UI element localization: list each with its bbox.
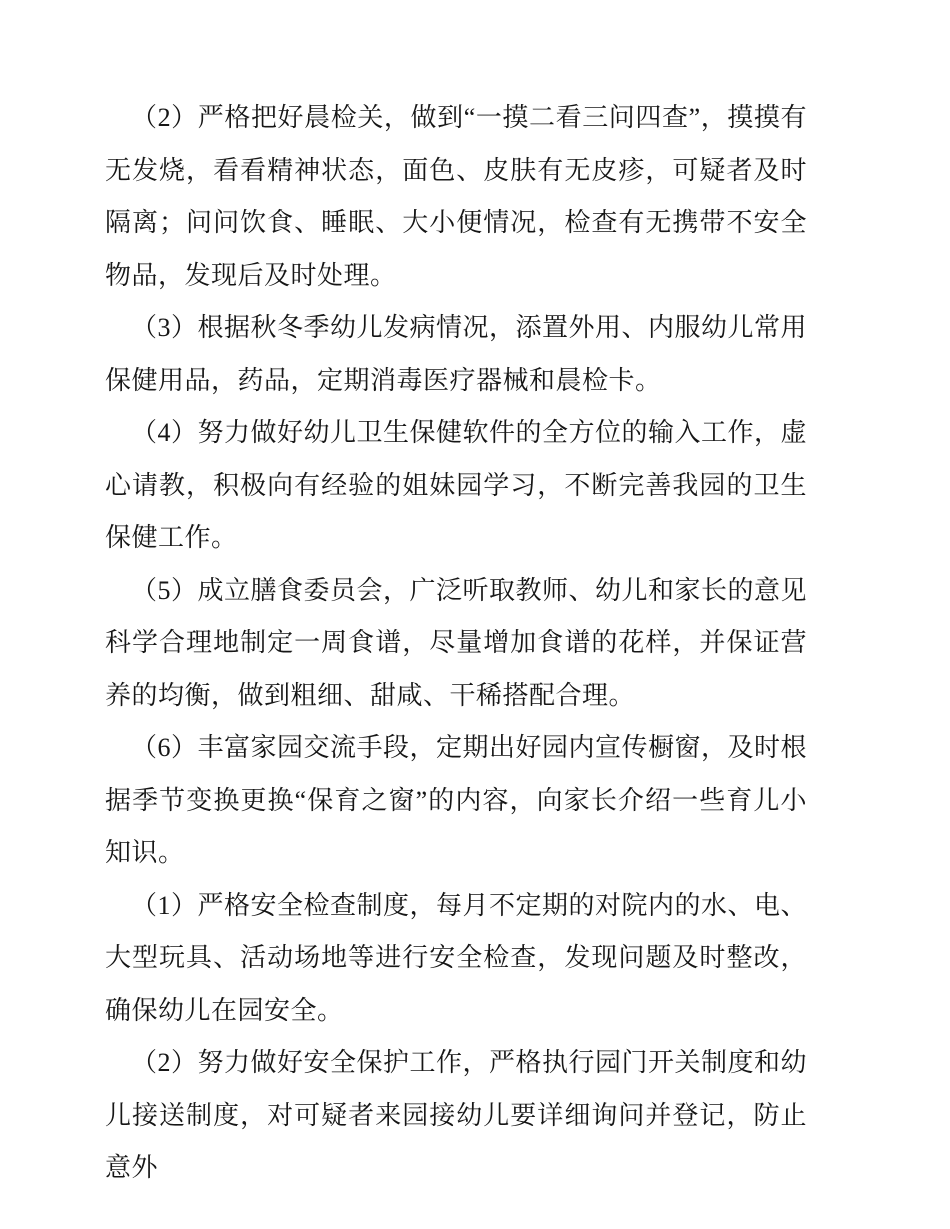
paragraph-safety-protection: （2）努力做好安全保护工作，严格执行园门开关制度和幼儿接送制度，对可疑者来园接幼儿要详细询问并登记，防止意外 [105,1048,808,1182]
paragraph-health-supplies: （3）根据秋冬季幼儿发病情况，添置外用、内服幼儿常用保健用品，药品，定期消毒医疗器械和晨检卡。 [105,313,808,395]
paragraph-diet-committee: （5）成立膳食委员会，广泛听取教师、幼儿和家长的意见科学合理地制定一周食谱，尽量增加食谱的花样，并保证营养的均衡，做到粗细、甜咸、干稀搭配合理。 [105,575,808,710]
document-body [105,92,807,1195]
paragraph-morning-check: （2）严格把好晨检关，做到“一摸二看三问四查”，摸摸有无发烧，看看精神状态，面色、皮肤有无皮疹，可疑者及时隔离；问问饮食、睡眠、大小便情况，检查有无携带不安全物品，发现后及时处理。 [105,103,807,290]
paragraph-health-software: （4）努力做好幼儿卫生保健软件的全方位的输入工作，虚心请教，积极向有经验的姐妹园学习，不断完善我园的卫生保健工作。 [105,418,808,552]
paragraph-home-communication: （6）丰富家园交流手段，定期出好园内宣传橱窗，及时根据季节变换更换“保育之窗”的内容，向家长介绍一些育儿小知识。 [105,733,808,867]
paragraph-safety-inspection: （1）严格安全检查制度，每月不定期的对院内的水、电、大型玩具、活动场地等进行安全检查，发现问题及时整改，确保幼儿在园安全。 [105,890,808,1025]
